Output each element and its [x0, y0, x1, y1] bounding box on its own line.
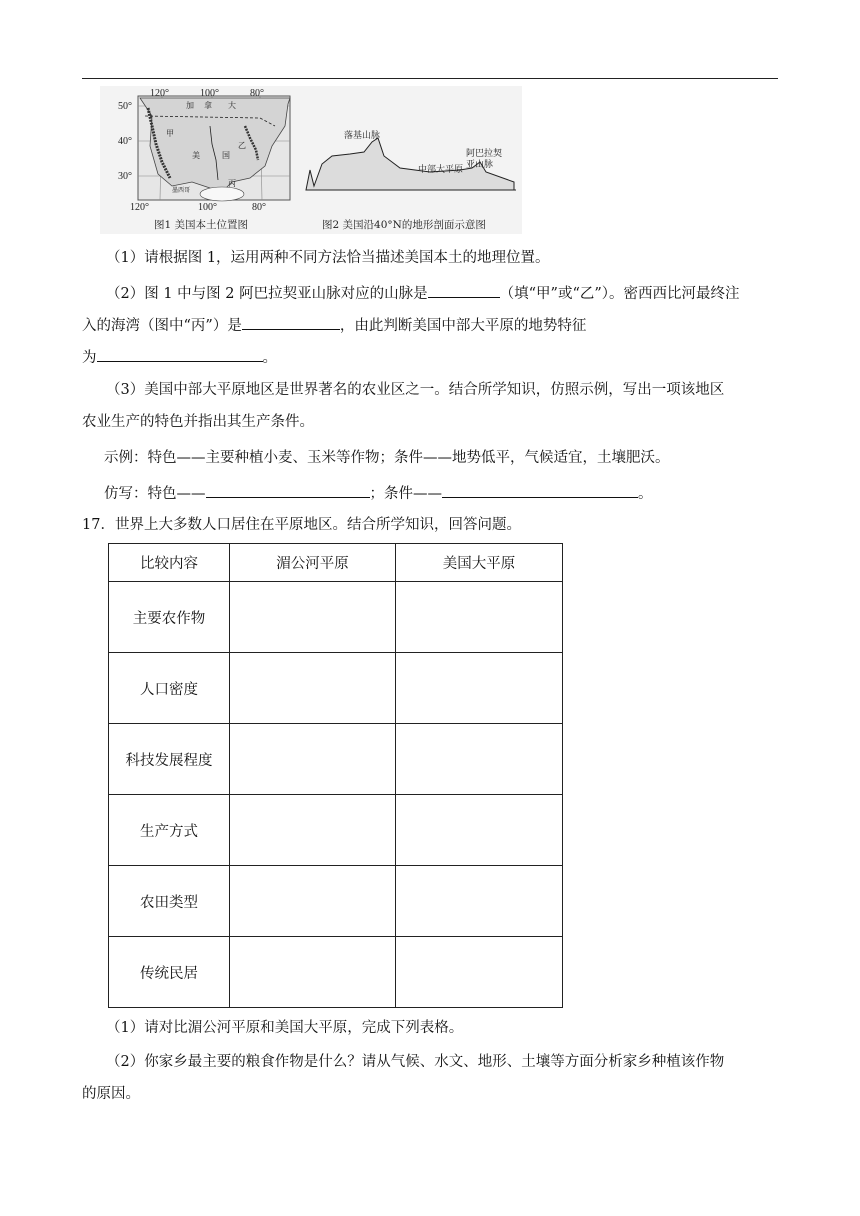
q16-imitate-text-b: ；条件——: [369, 486, 442, 502]
q16-example-text: 示例：特色——主要种植小麦、玉米等作物；条件——地势低平，气候适宜，土壤肥沃。: [104, 450, 670, 466]
row-label: 科技发展程度: [109, 724, 230, 795]
lon-bottom-100: 100°: [198, 202, 217, 213]
map-label-jia: 加: [186, 101, 194, 110]
q17-part2-text-b: 的原因。: [82, 1086, 140, 1102]
q16-part3-text-a: （3）美国中部大平原地区是世界著名的农业区之一。结合所学知识，仿照示例，写出一项该地区: [106, 382, 725, 398]
row-label: 人口密度: [109, 653, 230, 724]
table-header-row: [109, 544, 563, 582]
row-label: 生产方式: [109, 795, 230, 866]
figure-map-and-profile: [100, 86, 522, 234]
lat-label-50: 50°: [118, 101, 132, 112]
row-label: 农田类型: [109, 866, 230, 937]
map-label-mexico: 墨西哥: [172, 187, 191, 194]
profile-label-appalachian-1: 阿巴拉契: [466, 149, 503, 159]
table-row: [109, 795, 563, 866]
profile-label-appalachian-2: 亚山脉: [466, 160, 494, 170]
answer-cell[interactable]: [230, 724, 396, 795]
answer-cell[interactable]: [396, 866, 563, 937]
table-header-cell: 比较内容: [109, 544, 230, 582]
q16-part1-text: （1）请根据图 1，运用两种不同方法恰当描述美国本土的地理位置。: [106, 250, 550, 266]
q17-part1: [106, 1018, 806, 1038]
q16-part3-line1: [106, 380, 806, 400]
answer-blank-condition[interactable]: [442, 482, 638, 498]
profile-label-plains: 中部大平原: [418, 165, 464, 175]
lon-top-100: 100°: [200, 88, 219, 99]
map-label-mountain-jia: 甲: [166, 129, 174, 138]
answer-cell[interactable]: [230, 795, 396, 866]
q16-part2-text-a: （2）图 1 中与图 2 阿巴拉契亚山脉对应的山脉是: [106, 286, 428, 302]
lat-label-30: 30°: [118, 171, 132, 182]
table-row: [109, 937, 563, 1008]
table-header-cell: 美国大平原: [396, 544, 563, 582]
q17-stem: [82, 515, 782, 535]
figure-caption-1: 图1 美国本土位置图: [154, 219, 249, 231]
q16-part2-line1: [106, 282, 806, 304]
answer-cell[interactable]: [396, 582, 563, 653]
q16-part2-text-b: （填“甲”或“乙”）。密西西比河最终注: [499, 286, 740, 302]
q16-part2-text-d: ，由此判断美国中部大平原的地势特征: [339, 318, 587, 334]
lat-label-40: 40°: [118, 136, 132, 147]
answer-cell[interactable]: [230, 653, 396, 724]
table-row: [109, 582, 563, 653]
map-label-bing: 丙: [228, 179, 236, 188]
q17-stem-text: 17．世界上大多数人口居住在平原地区。结合所学知识，回答问题。: [82, 517, 521, 533]
answer-cell[interactable]: [396, 724, 563, 795]
map-label-da: 大: [228, 101, 236, 110]
q16-imitate-text-c: 。: [638, 486, 653, 502]
table-header-cell: 湄公河平原: [230, 544, 396, 582]
q16-example: [104, 448, 804, 468]
answer-blank-feature[interactable]: [206, 482, 370, 498]
q16-part2-text-c: 入的海湾（图中“丙”）是: [82, 318, 242, 334]
answer-cell[interactable]: [230, 937, 396, 1008]
answer-cell[interactable]: [230, 866, 396, 937]
answer-cell[interactable]: [396, 937, 563, 1008]
q17-part2-line1: [106, 1052, 806, 1072]
profile-label-rocky: 落基山脉: [344, 131, 381, 141]
comparison-table: [108, 543, 563, 1008]
table-row: [109, 724, 563, 795]
answer-cell[interactable]: [230, 582, 396, 653]
lon-top-120: 120°: [150, 88, 169, 99]
lon-bottom-120: 120°: [130, 202, 149, 213]
q16-part2-text-f: 。: [262, 350, 277, 366]
q16-part2-line3: [82, 346, 782, 368]
us-location-map: [118, 88, 290, 213]
q16-imitate: [104, 482, 804, 504]
q17-part1-text: （1）请对比湄公河平原和美国大平原，完成下列表格。: [106, 1020, 464, 1036]
lon-bottom-80: 80°: [252, 202, 266, 213]
header-rule: [82, 78, 778, 79]
lon-top-80: 80°: [250, 88, 264, 99]
row-label: 主要农作物: [109, 582, 230, 653]
table-row: [109, 653, 563, 724]
map-label-guo: 国: [222, 151, 230, 160]
answer-cell[interactable]: [396, 795, 563, 866]
q16-part2-line2: [82, 314, 782, 336]
table-row: [109, 866, 563, 937]
q16-part1: [106, 248, 806, 268]
answer-cell[interactable]: [396, 653, 563, 724]
map-label-mountain-yi: 乙: [238, 141, 246, 150]
figure-caption-2: 图2 美国沿40°N的地形剖面示意图: [322, 219, 486, 231]
map-label-mei: 美: [192, 151, 200, 160]
q16-part3-line2: [82, 412, 782, 432]
q17-part2-line2: [82, 1084, 782, 1104]
map-label-na: 拿: [204, 101, 212, 110]
q16-part3-text-b: 农业生产的特色并指出其生产条件。: [82, 414, 314, 430]
row-label: 传统民居: [109, 937, 230, 1008]
answer-blank-gulf[interactable]: [242, 314, 340, 330]
q17-part2-text-a: （2）你家乡最主要的粮食作物是什么？请从气候、水文、地形、土壤等方面分析家乡种植该作物: [106, 1054, 725, 1070]
answer-blank-mountain[interactable]: [428, 282, 500, 298]
q16-imitate-text-a: 仿写：特色——: [104, 486, 206, 502]
answer-blank-terrain[interactable]: [97, 346, 263, 362]
q16-part2-text-e: 为: [82, 350, 97, 366]
